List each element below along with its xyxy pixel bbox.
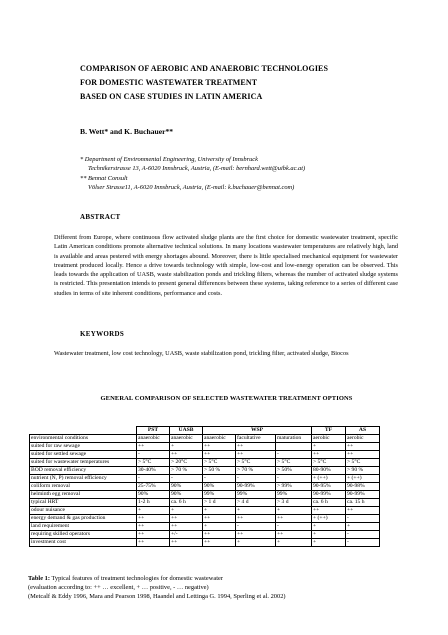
caption-label: Table 1:	[28, 575, 50, 582]
table-cell: -	[276, 523, 312, 531]
keywords-text: Wastewater treatment, low cost technology, UASB, waste stabilization pond, trickling filter, activated sludge, Biocos	[54, 350, 349, 357]
table-cell: 90-95%	[312, 483, 346, 491]
table-cell: +	[276, 507, 312, 515]
table-cell: ++	[236, 451, 276, 459]
abstract-heading: ABSTRACT	[80, 213, 121, 221]
table-cell: 1-2 h	[137, 499, 170, 507]
table-cell: facultative	[236, 435, 276, 443]
table-cell: +	[312, 443, 346, 451]
table-row	[30, 483, 380, 491]
table-cell: ++	[346, 443, 380, 451]
table-cell	[276, 443, 312, 451]
table-cell: ++	[346, 507, 380, 515]
table-cell: > 50 %	[203, 467, 236, 475]
table-cell: -	[346, 515, 380, 523]
table-cell: ++	[236, 531, 276, 539]
table-row	[30, 499, 380, 507]
table-cell: anaerobic	[203, 435, 236, 443]
table-cell: 90-99%	[236, 483, 276, 491]
table-cell: +	[346, 523, 380, 531]
table-row	[30, 451, 380, 459]
table-cell: +	[170, 507, 203, 515]
affiliation-line: ** Bennat Consult	[80, 174, 128, 182]
table-cell: -	[236, 475, 276, 483]
table-cell: 99%	[203, 491, 236, 499]
table-row	[30, 523, 380, 531]
table-cell: +	[203, 507, 236, 515]
table-cell: 90-99%	[346, 491, 380, 499]
table-cell: ++	[137, 531, 170, 539]
table-cell: -	[346, 531, 380, 539]
table-cell: +	[276, 539, 312, 547]
caption-text: Typical features of treatment technologies for domestic wastewater	[49, 575, 223, 582]
table-cell: > 70 %	[236, 467, 276, 475]
table-cell: > 1 d	[203, 499, 236, 507]
table-cell: ca. 15 h	[346, 499, 380, 507]
table-cell: 90-99%	[312, 491, 346, 499]
table-cell: +	[312, 523, 346, 531]
title-line: BASED ON CASE STUDIES IN LATIN AMERICA	[80, 92, 263, 101]
table-cell: AS	[346, 427, 380, 435]
paper-title	[80, 62, 400, 104]
table-cell: +	[312, 531, 346, 539]
table-cell: 90%	[203, 483, 236, 491]
table-cell: -	[236, 523, 276, 531]
keywords-heading: KEYWORDS	[80, 330, 125, 338]
table-cell: ++	[276, 515, 312, 523]
table-cell: ++	[137, 443, 170, 451]
table-cell: 80-90%	[312, 467, 346, 475]
table-cell: BOD removal efficiency	[30, 467, 137, 475]
table-cell: 25-75%	[137, 483, 170, 491]
table-cell: + (++)	[312, 515, 346, 523]
table-cell: 99%	[276, 491, 312, 499]
table-cell: -	[137, 451, 170, 459]
table-cell: 30-40%	[137, 467, 170, 475]
table-cell: +	[312, 539, 346, 547]
table-cell: ++	[170, 539, 203, 547]
table-cell: ++	[170, 451, 203, 459]
table-cell: suited for raw sewage	[30, 443, 137, 451]
table-row	[30, 467, 380, 475]
table-cell: UASB	[170, 427, 203, 435]
authors: B. Wett* and K. Buchauer**	[80, 127, 174, 136]
table-cell: 90-98%	[346, 483, 380, 491]
table-cell: ++	[203, 515, 236, 523]
table-cell: > 70 %	[170, 467, 203, 475]
table-cell: ++	[203, 531, 236, 539]
affiliations	[80, 155, 410, 193]
table-cell: 99%	[236, 491, 276, 499]
caption-line: (Metcalf & Eddy 1996, Mara and Pearson 1998, Haandel and Lettinga G. 1994, Sperling et al. 2002)	[28, 593, 286, 600]
table-row	[30, 443, 380, 451]
table-cell: ++	[137, 515, 170, 523]
affiliation-line: Technikerstrasse 13, A-6020 Innsbruck, Austria, (E-mail: bernhard.wett@uibk.ac.at)	[88, 165, 306, 173]
table-row	[30, 507, 380, 515]
table-cell: -	[346, 539, 380, 547]
table-cell: > 20°C	[170, 459, 203, 467]
table-cell: ++	[170, 523, 203, 531]
table-cell: anaerobic	[170, 435, 203, 443]
table-cell: > 90 %	[346, 467, 380, 475]
table-caption	[28, 574, 428, 601]
table-cell: ++	[312, 451, 346, 459]
table-cell: -	[137, 475, 170, 483]
table-row	[30, 539, 380, 547]
table-cell: suited for settled sewage	[30, 451, 137, 459]
table-cell: > 5°C	[203, 459, 236, 467]
table-cell: anaerobic	[137, 435, 170, 443]
table-cell: coliform removal	[30, 483, 137, 491]
comparison-table	[29, 426, 380, 547]
table-cell: ++	[203, 443, 236, 451]
table-cell: +	[236, 507, 276, 515]
table-cell: +	[137, 507, 170, 515]
table-cell: +/-	[170, 531, 203, 539]
table-cell: nutrient (N, P) removal efficiency	[30, 475, 137, 483]
table-cell: 90%	[137, 491, 170, 499]
table-cell: ++	[276, 531, 312, 539]
affiliation-line: * Department of Environmental Engineering, University of Innsbruck	[80, 156, 258, 163]
table-cell	[30, 427, 137, 435]
title-line: FOR DOMESTIC WASTEWATER TREATMENT	[80, 78, 258, 87]
table-cell: ca. 6 h	[170, 499, 203, 507]
table-cell: 90%	[170, 483, 203, 491]
table-cell: -	[276, 475, 312, 483]
table-group-header	[30, 427, 380, 435]
table-cell: > 5°C	[312, 459, 346, 467]
caption-line: (evaluation according to: ++ … excellent, + … positive, - … negative)	[28, 584, 209, 591]
table-cell: -	[170, 475, 203, 483]
abstract-text: Different from Europe, where continuous flow activated sludge plants are the first choice for domestic wastewater treatment, specific Latin American conditions promote alternative technical solutions. In many locations wastewater temperatures are relatively high, land is available and areas pestered with energy shortages abound. Moreover, there is little specialised mechanical equipment for wastewater treatment produced locally. Hence a drive towards technology with simple, low-cost and low-energy operation can be observed. This leads towards the application of UASB, waste stabilization ponds and trickling filters, whereas the number of activated sludge systems is restricted. This presentation intends to present general differences between these systems, taking reference to a series of different case studies in terms of site inherent conditions, performance and costs.	[54, 234, 398, 297]
table-cell: -	[203, 475, 236, 483]
table-heading: GENERAL COMPARISON OF SELECTED WASTEWATER TREATMENT OPTIONS	[100, 395, 353, 402]
table-cell: + (++)	[346, 475, 380, 483]
table-cell: ca. 6 h	[312, 499, 346, 507]
table-cell: +	[236, 539, 276, 547]
table-cell: +	[203, 523, 236, 531]
table-cell: land requirement	[30, 523, 137, 531]
table-cell: energy demand & gas production	[30, 515, 137, 523]
table-cell: ++	[203, 539, 236, 547]
table-row	[30, 531, 380, 539]
table-cell: +	[170, 443, 203, 451]
table-cell: WSP	[203, 427, 312, 435]
table-cell: requiring skilled operators	[30, 531, 137, 539]
table-cell: PST	[137, 427, 170, 435]
table-cell: maturation	[276, 435, 312, 443]
table-cell: > 5°C	[137, 459, 170, 467]
table-cell: > 5°C	[346, 459, 380, 467]
table-cell: ++	[203, 451, 236, 459]
table-cell: ++	[312, 507, 346, 515]
table-row	[30, 515, 380, 523]
table-cell: > 4 d	[236, 499, 276, 507]
table-cell: TF	[312, 427, 346, 435]
table-cell: > 50%	[276, 467, 312, 475]
table-cell: -	[276, 451, 312, 459]
table-cell: 90%	[170, 491, 203, 499]
table-cell: > 5°C	[276, 459, 312, 467]
table-cell: typical HRT	[30, 499, 137, 507]
table-subheader	[30, 435, 380, 443]
table-cell: ++	[236, 515, 276, 523]
title-line: COMPARISON OF AEROBIC AND ANAEROBIC TECHNOLOGIES	[80, 64, 329, 73]
table-cell: ++	[236, 443, 276, 451]
table-cell: investment cost	[30, 539, 137, 547]
table-cell: ++	[137, 539, 170, 547]
table-row	[30, 491, 380, 499]
table-cell: aerobic	[312, 435, 346, 443]
table-cell: ++	[137, 523, 170, 531]
table-row	[30, 459, 380, 467]
table-cell: > 5°C	[236, 459, 276, 467]
table-cell: > 3 d	[276, 499, 312, 507]
affiliation-line: Völser Strasse11, A-6020 Innsbruck, Austria, (E-mail: k.buchauer@bennat.com)	[88, 184, 295, 192]
table-cell: + (++)	[312, 475, 346, 483]
table-cell: > 99%	[276, 483, 312, 491]
table-cell: aerobic	[346, 435, 380, 443]
table-cell: helminth egg removal	[30, 491, 137, 499]
table-cell: suited for wastewater temperatures	[30, 459, 137, 467]
table-row	[30, 475, 380, 483]
table-cell: environmental conditions	[30, 435, 137, 443]
table-cell: odour nuisance	[30, 507, 137, 515]
table-cell: ++	[170, 515, 203, 523]
table-cell: ++	[346, 451, 380, 459]
